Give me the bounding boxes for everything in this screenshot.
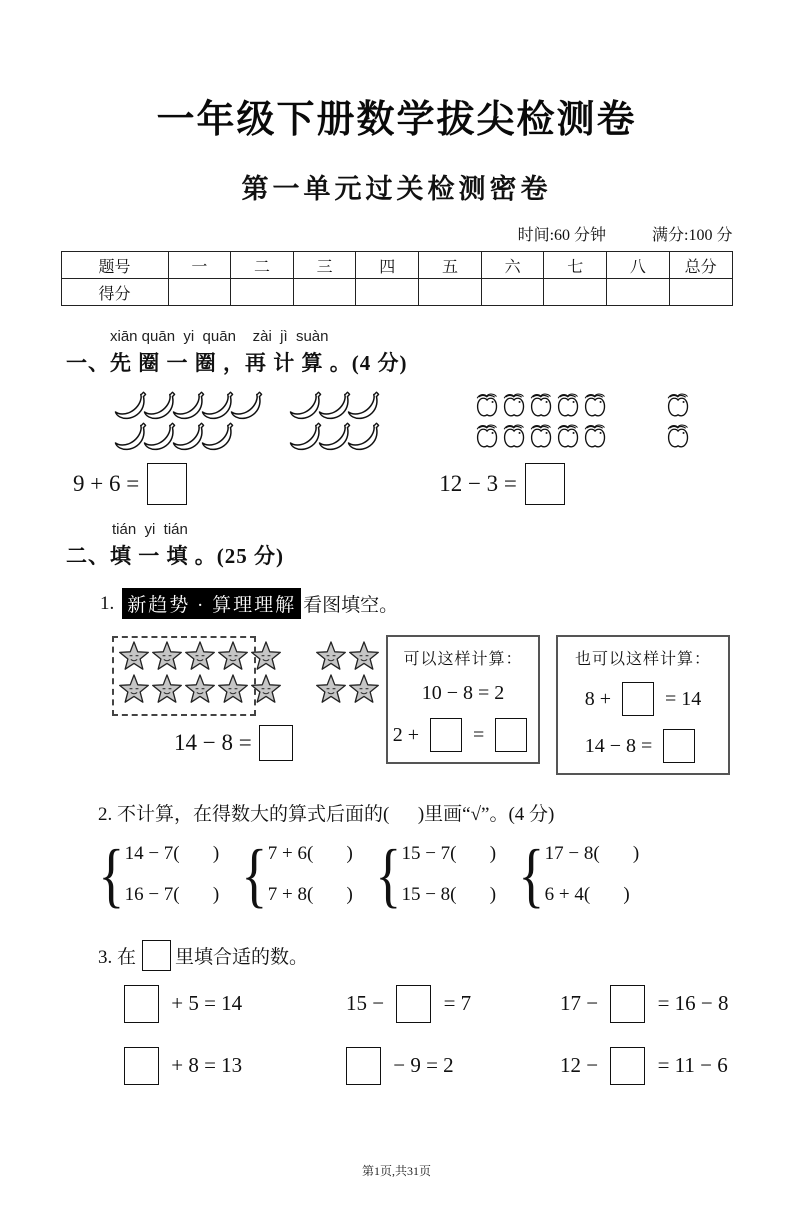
q2-pair-3	[371, 834, 496, 916]
star-equation	[174, 725, 370, 761]
score-cell	[293, 279, 356, 306]
apple-icon	[528, 391, 555, 419]
answer-box	[663, 729, 695, 763]
banana-icon	[228, 391, 266, 421]
score-info: 满分:100 分	[652, 227, 733, 244]
score-cell	[544, 279, 607, 306]
q2-expression: 17 − 8( )	[544, 843, 640, 864]
method1-line2	[392, 718, 534, 752]
apple-icon	[555, 391, 582, 419]
answer-box	[147, 463, 187, 505]
method2-line1	[562, 682, 724, 716]
q2-expression: 6 + 4( )	[544, 883, 630, 905]
score-table-col: 四	[356, 252, 419, 279]
q2-pair-4	[514, 834, 639, 916]
apple-icon	[555, 422, 582, 450]
apple-icon	[528, 422, 555, 450]
apple-icon	[474, 422, 501, 450]
method2-line2-pre: 14 − 8 =	[584, 734, 658, 757]
q1-number: 1.	[100, 592, 115, 614]
method1-line1: 10 − 8 = 2	[421, 682, 505, 704]
q2-expression: 7 + 8( )	[267, 883, 353, 905]
apple-icon	[501, 422, 528, 450]
banana-icon	[345, 391, 383, 421]
score-table-col: 七	[544, 252, 607, 279]
q3-equation: 17 − = 16 − 8	[560, 985, 729, 1023]
q1-content	[112, 635, 793, 775]
banana-icon	[199, 422, 237, 452]
brace-glyph: {	[518, 834, 545, 915]
score-table	[61, 251, 733, 306]
score-cell	[481, 279, 544, 306]
q3-equation: + 8 = 13	[124, 1047, 346, 1085]
method2-line1-pre: 8 +	[584, 687, 616, 710]
answer-box	[610, 1047, 645, 1085]
exam-info	[61, 222, 733, 245]
answer-box	[396, 985, 431, 1023]
star-icon	[348, 641, 380, 673]
banana-icon	[345, 422, 383, 452]
score-cell	[419, 279, 482, 306]
score-cell	[231, 279, 294, 306]
apple-icon	[474, 391, 501, 419]
section1-heading: 一、先 圈 一 圈 ，再 计 算 。(4 分)	[66, 351, 408, 375]
page-title: 一年级下册数学拔尖检测卷	[156, 99, 637, 141]
q2-expression: 16 − 7( )	[124, 883, 220, 905]
score-table-score-row	[61, 279, 732, 306]
page-number: 第1页,共31页	[361, 1164, 431, 1178]
method2-line2	[562, 729, 724, 763]
answer-box	[430, 718, 462, 752]
banana-equation-text: 9 + 6 =	[73, 471, 140, 496]
method-box-2	[556, 635, 730, 775]
score-table-header-row	[61, 252, 732, 279]
q3-equation: − 9 = 2	[346, 1047, 560, 1085]
apple-icon	[665, 422, 692, 450]
score-table-col: 五	[419, 252, 482, 279]
method-box-1	[386, 635, 540, 764]
star-cluster-left	[112, 635, 283, 713]
answer-box	[124, 985, 159, 1023]
q3-heading-post: 里填合适的数。	[175, 946, 309, 968]
score-cell	[356, 279, 419, 306]
score-cell	[669, 279, 732, 306]
q2-heading: 2. 不计算，在得数大的算式后面的( )里画“√”。(4 分)	[98, 804, 555, 825]
answer-box	[495, 718, 527, 752]
circled-group-outline	[112, 636, 256, 716]
q2-pairs	[94, 834, 793, 916]
q2-expression: 15 − 7( )	[401, 843, 497, 864]
apple-equation	[439, 463, 565, 505]
q3-equation: + 5 = 14	[124, 985, 346, 1023]
score-cell	[168, 279, 231, 306]
q2-pair-1	[94, 834, 219, 916]
q1-heading	[100, 588, 793, 619]
answer-box	[259, 725, 293, 761]
apple-icon	[582, 422, 609, 450]
answer-box	[525, 463, 565, 505]
section1-pinyin: xiān quān yi quān zài jì suàn	[110, 328, 329, 345]
q2-pair-2	[237, 834, 353, 916]
q1-topic-tag: 新趋势 · 算理理解	[122, 588, 301, 619]
apple-equation-text: 12 − 3 =	[439, 471, 517, 496]
question1-picture	[112, 391, 793, 453]
score-table-col: 八	[607, 252, 670, 279]
star-equation-text: 14 − 8 =	[174, 730, 258, 755]
q3-heading-pre: 3. 在	[98, 946, 137, 968]
q3-heading	[98, 940, 793, 971]
score-table-col: 六	[481, 252, 544, 279]
method1-line2-pre: 2 +	[392, 723, 424, 746]
brace-glyph: {	[375, 834, 402, 915]
q2-expression: 14 − 7( )	[124, 843, 220, 864]
q2-expression: 7 + 6( )	[267, 843, 353, 864]
apple-icon	[582, 391, 609, 419]
answer-box	[610, 985, 645, 1023]
star-icon	[315, 641, 347, 673]
banana-group-1	[112, 391, 257, 453]
method2-title: 也可以这样计算：	[574, 651, 711, 668]
score-table-label-qnum: 题号	[61, 252, 168, 279]
time-info: 时间:60 分钟	[517, 227, 607, 244]
method1-title: 可以这样计算：	[403, 651, 523, 668]
apple-icon	[665, 391, 692, 419]
q1-text: 看图填空。	[303, 595, 399, 616]
brace-glyph: {	[241, 834, 268, 915]
q2-expression: 15 − 8( )	[401, 883, 497, 905]
banana-group-2	[287, 391, 374, 453]
brace-glyph: {	[98, 834, 125, 915]
banana-equation	[73, 463, 187, 505]
page-subtitle: 第一单元过关检测密卷	[241, 174, 552, 204]
score-table-col: 三	[293, 252, 356, 279]
answer-box	[142, 940, 171, 971]
question1-equations	[0, 463, 793, 505]
apple-group	[474, 391, 609, 453]
section2-heading: 二、填 一 填 。(25 分)	[66, 544, 284, 568]
q3-equation: 15 − = 7	[346, 985, 560, 1023]
q3-equation: 12 − = 11 − 6	[560, 1047, 728, 1085]
star-icon	[348, 674, 380, 706]
answer-box	[346, 1047, 381, 1085]
score-cell	[607, 279, 670, 306]
method1-line2-mid: =	[468, 723, 490, 746]
star-cluster-right	[315, 635, 381, 713]
section2-pinyin: tián yi tián	[112, 521, 188, 538]
apple-icon	[501, 391, 528, 419]
star-picture	[112, 635, 370, 761]
score-table-col: 二	[231, 252, 294, 279]
answer-box	[622, 682, 654, 716]
score-table-col: 一	[168, 252, 231, 279]
method2-line1-post: = 14	[660, 687, 702, 710]
score-table-col: 总分	[669, 252, 732, 279]
star-icon	[315, 674, 347, 706]
q3-equations	[124, 985, 793, 1085]
apple-extra-group	[665, 391, 692, 453]
answer-box	[124, 1047, 159, 1085]
score-table-label-score: 得分	[61, 279, 168, 306]
